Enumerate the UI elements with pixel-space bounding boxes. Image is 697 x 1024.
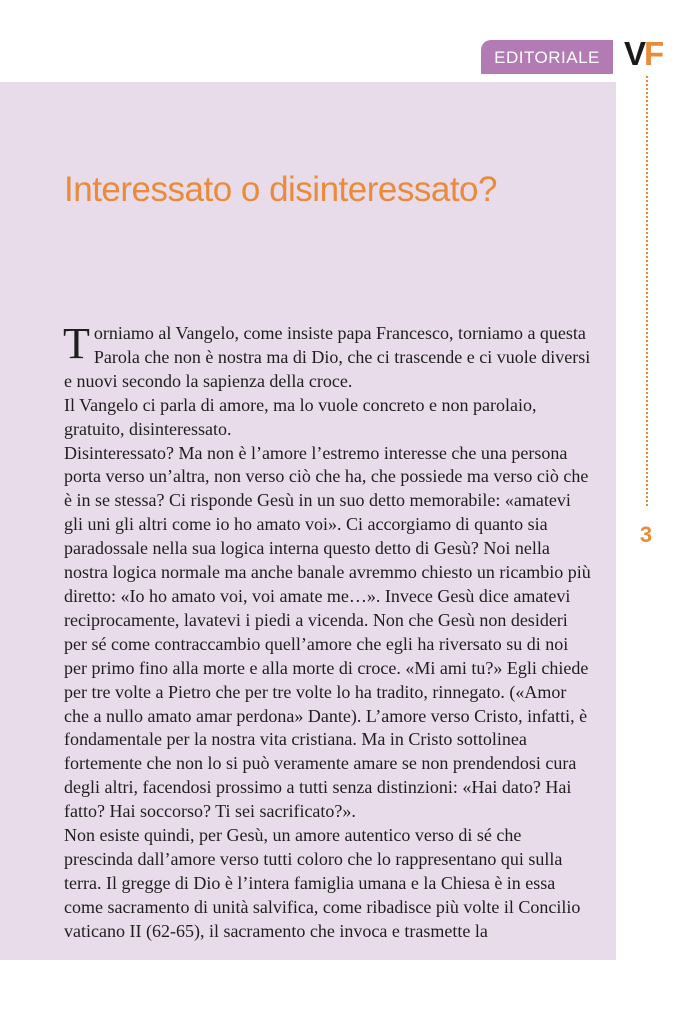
article-title: Interessato o disinteressato? xyxy=(64,170,497,209)
paragraph-2: Il Vangelo ci parla di amore, ma lo vuole concreto e non parolaio, gratuito, disinteressato. xyxy=(64,394,537,439)
article-body xyxy=(63,319,594,944)
vf-logo xyxy=(624,36,662,72)
drop-cap: T xyxy=(63,319,90,368)
dotted-vertical-rule xyxy=(646,76,648,506)
section-tab-editoriale: EDITORIALE xyxy=(481,40,613,74)
paragraph-1-text: orniamo al Vangelo, come insiste papa Francesco, torniamo a questa Parola che non è nostra ma di Dio, che ci trascende e ci vuole diversi e nuovi secondo la sapienza della croce. xyxy=(64,323,591,391)
logo-letter-f: F xyxy=(644,35,663,72)
logo-letter-v: V xyxy=(624,35,645,72)
paragraph-1 xyxy=(63,319,594,394)
page-number: 3 xyxy=(639,522,653,547)
paragraph-4: Non esiste quindi, per Gesù, un amore autentico verso di sé che prescinda dall’amore verso tutti coloro che lo rappresentano qui sulla terra. Il gregge di Dio è l’intera famiglia umana e la Chiesa è in essa come sacramento di unità salvifica, come ribadisce più volte il Concilio vaticano II (62-65), il sacramento che invoca e trasmette la xyxy=(64,825,581,941)
paragraph-3: Disinteressato? Ma non è l’amore l’estremo interesse che una persona porta verso un’altra, non verso ciò che ha, che possiede ma verso ciò che è in se stessa? Ci risponde Gesù in un suo detto memorabile: «amatevi gli uni gli altri come io ho amato voi». Ci accorgiamo di quanto sia paradossale nella sua logica interna questo detto di Gesù? Noi nella nostra logica normale ma anche banale avremmo chiesto un ricambio più diretto: «Io ho amato voi, voi amate me…». Invece Gesù dice amatevi reciprocamente, lavatevi i piedi a vicenda. Non che Gesù non desideri per sé come contraccambio quell’amore che egli ha riversato su di noi per primo fino alla morte e alla morte di croce. «Mi ami tu?» Egli chiede per tre volte a Pietro che per tre volte lo ha tradito, rinnegato. («Amor che a nullo amato amar perdona» Dante). L’amore verso Cristo, infatti, è fondamentale per la nostra vita cristiana. Ma in Cristo sottolinea fortemente che non lo si può veramente amare se non prendendosi cura degli altri, facendosi prossimo a tutti senza distinzioni: «Hai dato? Hai fatto? Hai soccorso? Ti sei sacrificato?». xyxy=(64,442,591,822)
